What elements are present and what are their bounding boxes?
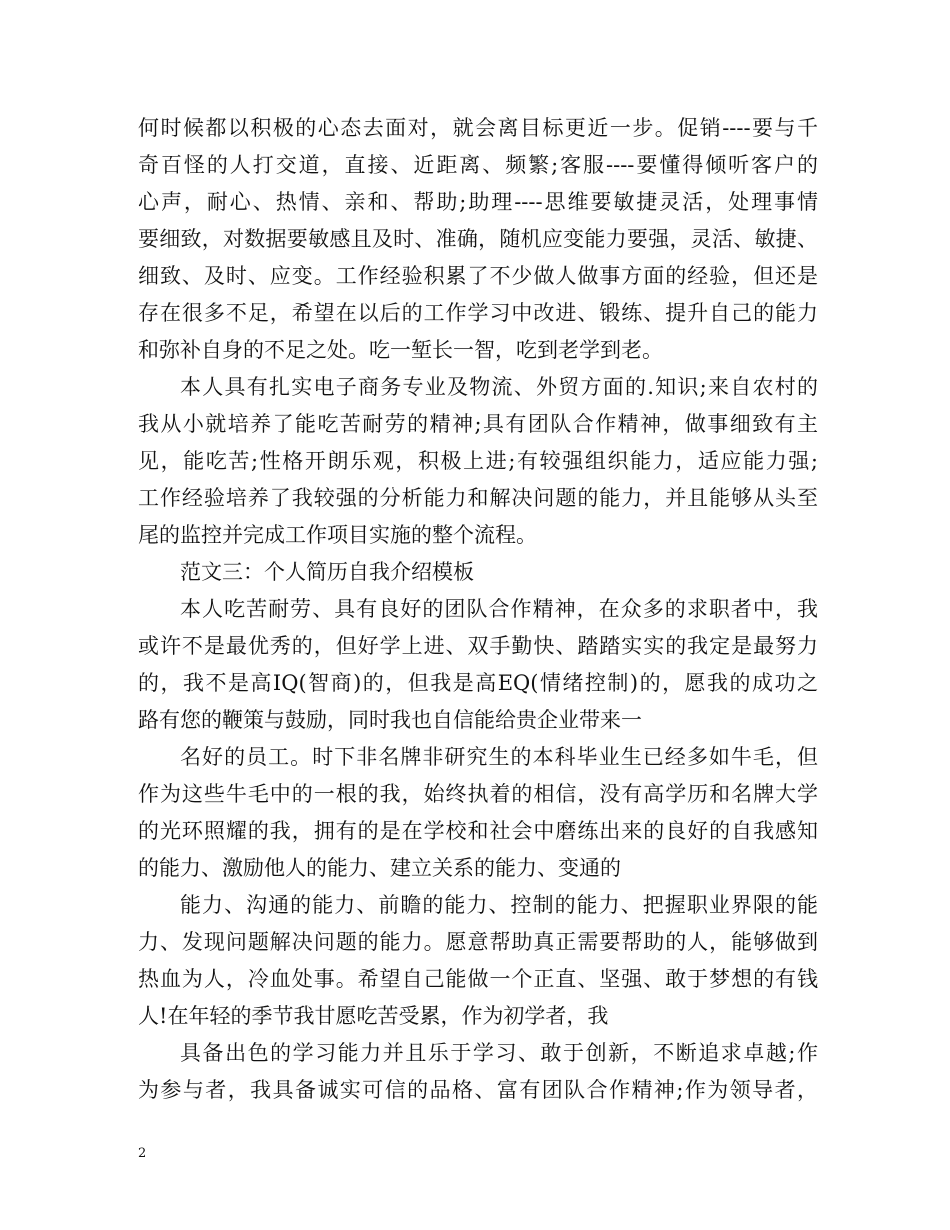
text-line: 我从小就培养了能吃苦耐劳的精神;具有团队合作精神，做事细致有主 — [138, 412, 818, 436]
text-line: 的能力、激励他人的能力、建立关系的能力、变通的 — [138, 856, 621, 880]
body-text — [138, 110, 818, 1109]
text-line: 奇百怪的人打交道，直接、近距离、频繁;客服----要懂得倾听客户的 — [138, 153, 818, 177]
text-line: 热血为人，冷血处事。希望自己能做一个正直、坚强、敢于梦想的有钱 — [138, 967, 818, 991]
text-line: 本人具有扎实电子商务专业及物流、外贸方面的.知识;来自农村的 — [180, 375, 818, 399]
text-line: 具备出色的学习能力并且乐于学习、敢于创新，不断追求卓越;作 — [180, 1041, 818, 1065]
text-line: 能力、沟通的能力、前瞻的能力、控制的能力、把握职业界限的能 — [180, 893, 818, 917]
text-line: 人!在年轻的季节我甘愿吃苦受累，作为初学者，我 — [138, 1004, 609, 1028]
text-line: 为参与者，我具备诚实可信的品格、富有团队合作精神;作为领导者， — [138, 1078, 818, 1102]
text-line: 和弥补自身的不足之处。吃一堑长一智，吃到老学到老。 — [138, 338, 663, 362]
text-line: 存在很多不足，希望在以后的工作学习中改进、锻练、提升自己的能力 — [138, 301, 818, 325]
text-line: 的光环照耀的我，拥有的是在学校和社会中磨练出来的良好的自我感知 — [138, 819, 818, 843]
text-line: 或许不是最优秀的，但好学上进、双手勤快、踏踏实实的我定是最努力 — [138, 634, 818, 658]
text-line: 心声，耐心、热情、亲和、帮助;助理----思维要敏捷灵活，处理事情 — [138, 190, 818, 214]
text-line: 名好的员工。时下非名牌非研究生的本科毕业生已经多如牛毛，但 — [180, 745, 818, 769]
text-line: 本人吃苦耐劳、具有良好的团队合作精神，在众多的求职者中，我 — [180, 597, 818, 621]
text-line: 路有您的鞭策与鼓励，同时我也自信能给贵企业带来一 — [138, 708, 642, 732]
text-line: 见，能吃苦;性格开朗乐观，积极上进;有较强组织能力，适应能力强; — [138, 449, 818, 473]
text-line: 何时候都以积极的心态去面对，就会离目标更近一步。促销----要与千 — [138, 116, 818, 140]
text-line: 力、发现问题解决问题的能力。愿意帮助真正需要帮助的人，能够做到 — [138, 930, 818, 954]
text-line: 的，我不是高IQ(智商)的，但我是高EQ(情绪控制)的，愿我的成功之 — [138, 671, 818, 695]
text-line: 作为这些牛毛中的一根的我，始终执着的相信，没有高学历和名牌大学 — [138, 782, 818, 806]
text-line: 工作经验培养了我较强的分析能力和解决问题的能力，并且能够从头至 — [138, 486, 818, 510]
text-line: 细致、及时、应变。工作经验积累了不少做人做事方面的经验，但还是 — [138, 264, 818, 288]
text-line: 范文三：个人简历自我介绍模板 — [180, 560, 474, 584]
text-line: 要细致，对数据要敏感且及时、准确，随机应变能力要强，灵活、敏捷、 — [138, 227, 818, 251]
text-line: 尾的监控并完成工作项目实施的整个流程。 — [138, 523, 537, 547]
page-number: 2 — [138, 1146, 147, 1161]
